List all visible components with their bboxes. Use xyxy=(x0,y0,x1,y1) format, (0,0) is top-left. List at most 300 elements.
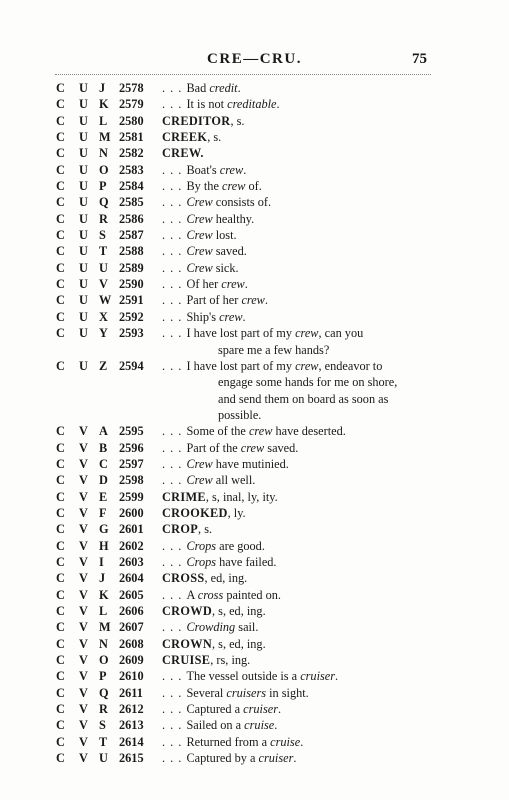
page-number: 75 xyxy=(412,51,427,67)
code-letter: U xyxy=(79,228,88,243)
code-entry xyxy=(0,570,509,586)
leader-dots: . . . xyxy=(162,669,187,684)
code-letter: C xyxy=(56,424,65,439)
keyword-italic: cruiser xyxy=(300,669,336,684)
code-letter: C xyxy=(56,309,65,324)
entry-text: Ship's xyxy=(186,309,220,324)
entry-text: have failed. xyxy=(216,554,277,569)
code-number: 2600 xyxy=(119,505,144,520)
entry-line xyxy=(162,570,442,586)
code-number: 2584 xyxy=(119,179,144,194)
entry-text: have deserted. xyxy=(272,424,346,439)
entry-text: Several xyxy=(186,685,227,700)
entry-text: The vessel outside is a xyxy=(186,669,301,684)
code-entry xyxy=(0,325,509,358)
code-number: 2595 xyxy=(119,424,144,439)
code-letter: C xyxy=(56,636,65,651)
entry-meaning xyxy=(162,554,442,570)
entry-line xyxy=(162,440,442,456)
code-entry xyxy=(0,701,509,717)
code-letter: U xyxy=(79,260,88,275)
entry-line xyxy=(162,652,442,668)
entry-text: engage some hands for me on shore, xyxy=(218,375,398,390)
code-entry xyxy=(0,734,509,750)
entry-text: , s, ed, ing. xyxy=(212,604,266,618)
code-number: 2610 xyxy=(119,669,144,684)
code-letter: V xyxy=(79,636,88,651)
keyword-italic: crew xyxy=(248,424,273,439)
page-header xyxy=(0,51,509,73)
code-letter: C xyxy=(56,734,65,749)
code-entry xyxy=(0,309,509,325)
keyword-italic: crew xyxy=(221,277,245,292)
code-letter: Q xyxy=(99,685,109,700)
code-letter: V xyxy=(79,620,88,635)
entry-line xyxy=(162,243,442,259)
entry-text: Returned from a xyxy=(186,734,271,749)
entry-line xyxy=(162,423,442,439)
leader-dots: . . . xyxy=(162,228,187,243)
entry-line xyxy=(162,145,442,161)
code-letter: P xyxy=(99,179,107,194)
entry-text: It is not xyxy=(186,97,228,112)
code-letter: C xyxy=(56,326,65,341)
entry-text: , s. xyxy=(207,130,222,145)
code-letter: V xyxy=(79,587,88,602)
code-letter: D xyxy=(99,473,108,488)
keyword-italic: crew xyxy=(295,326,319,341)
entry-line xyxy=(162,521,442,537)
code-entry xyxy=(0,717,509,733)
entry-meaning xyxy=(162,717,442,733)
code-entry xyxy=(0,750,509,766)
code-entry xyxy=(0,456,509,472)
leader-dots: . . . xyxy=(162,554,187,569)
code-letter: C xyxy=(56,620,65,635)
code-letter: V xyxy=(79,653,88,668)
code-letter: B xyxy=(99,440,108,455)
code-letter: E xyxy=(99,489,108,504)
code-number: 2604 xyxy=(119,571,144,586)
code-number: 2611 xyxy=(119,685,143,700)
leader-dots: . . . xyxy=(162,293,187,308)
entry-text: . xyxy=(276,97,280,112)
code-letter: I xyxy=(99,554,104,569)
code-letter: U xyxy=(79,81,88,95)
entry-meaning xyxy=(162,227,442,243)
code-letter: V xyxy=(79,554,88,569)
leader-dots: . . . xyxy=(162,620,187,635)
entry-text: saved. xyxy=(212,244,247,259)
code-letter: L xyxy=(99,604,108,618)
code-letter: O xyxy=(99,653,109,668)
entry-line xyxy=(162,472,442,488)
entry-text: , ed, ing. xyxy=(204,571,248,586)
entry-line xyxy=(162,717,442,733)
entry-meaning xyxy=(162,145,442,161)
code-letter: K xyxy=(99,587,109,602)
entry-line xyxy=(162,734,442,750)
leader-dots: . . . xyxy=(162,587,187,602)
entry-text: , s, inal, ly, ity. xyxy=(205,489,278,504)
entry-text: . xyxy=(244,277,248,292)
header-rule xyxy=(55,74,431,75)
head-word: CREEK xyxy=(162,130,208,145)
entry-meaning xyxy=(162,423,442,439)
code-number: 2578 xyxy=(119,81,144,95)
code-entry xyxy=(0,668,509,684)
code-number: 2579 xyxy=(119,97,144,112)
code-entry xyxy=(0,227,509,243)
signal-code-list xyxy=(0,80,509,766)
keyword-italic: creditable xyxy=(227,97,277,112)
keyword-italic: cruiser xyxy=(243,702,278,717)
entry-text: Some of the xyxy=(186,424,249,439)
code-letter: U xyxy=(99,260,108,275)
code-letter: U xyxy=(99,751,108,766)
code-entry xyxy=(0,603,509,619)
entry-meaning xyxy=(162,162,442,178)
code-letter: F xyxy=(99,505,107,520)
code-entry xyxy=(0,521,509,537)
code-number: 2609 xyxy=(119,653,144,668)
code-number: 2589 xyxy=(119,260,144,275)
code-letter: W xyxy=(99,293,112,308)
head-word: CROP xyxy=(162,522,199,537)
entry-meaning xyxy=(162,750,442,766)
entry-meaning xyxy=(162,472,442,488)
leader-dots: . . . xyxy=(162,538,187,553)
entry-text: of. xyxy=(245,179,262,194)
entry-meaning xyxy=(162,734,442,750)
entry-line xyxy=(162,554,442,570)
entry-meaning xyxy=(162,489,442,505)
keyword-italic: Crowding xyxy=(186,620,236,635)
code-number: 2615 xyxy=(119,751,144,766)
entry-text: . xyxy=(237,81,241,95)
entry-text: . xyxy=(300,734,304,749)
entry-text: and send them on board as soon as xyxy=(218,391,389,406)
code-entry xyxy=(0,276,509,292)
entry-text: Captured a xyxy=(186,702,244,717)
code-letter: U xyxy=(79,146,88,161)
code-number: 2614 xyxy=(119,734,144,749)
code-letter: C xyxy=(56,489,65,504)
entry-line xyxy=(162,701,442,717)
entry-text: Part of the xyxy=(186,440,241,455)
code-letter: U xyxy=(79,293,88,308)
code-number: 2607 xyxy=(119,620,144,635)
code-letter: C xyxy=(56,473,65,488)
keyword-italic: Crew xyxy=(186,244,213,259)
code-letter: C xyxy=(56,195,65,210)
entry-text: are good. xyxy=(216,538,265,553)
code-letter: V xyxy=(79,751,88,766)
keyword-italic: Crops xyxy=(186,554,217,569)
entry-line xyxy=(162,162,442,178)
code-entry xyxy=(0,129,509,145)
code-letter: C xyxy=(56,669,65,684)
entry-meaning xyxy=(162,636,442,652)
code-letter: C xyxy=(56,81,65,95)
code-letter: V xyxy=(99,277,108,292)
entry-meaning xyxy=(162,292,442,308)
code-letter: V xyxy=(79,424,88,439)
entry-line xyxy=(162,358,442,374)
code-letter: U xyxy=(79,179,88,194)
code-letter: G xyxy=(99,522,109,537)
head-word: CREDITOR xyxy=(162,113,231,128)
entry-line xyxy=(162,587,442,603)
entry-text: Captured by a xyxy=(186,751,259,766)
entry-line xyxy=(162,276,442,292)
code-entry xyxy=(0,472,509,488)
entry-meaning xyxy=(162,276,442,292)
entry-text: . xyxy=(277,702,282,717)
entry-line xyxy=(162,178,442,194)
code-letter: R xyxy=(99,702,108,717)
code-number: 2593 xyxy=(119,326,144,341)
code-letter: C xyxy=(56,146,65,161)
code-letter: V xyxy=(79,718,88,733)
code-letter: R xyxy=(99,211,108,226)
entry-continuation xyxy=(162,342,442,358)
code-entry xyxy=(0,211,509,227)
entry-text: . xyxy=(242,309,246,324)
keyword-italic: credit xyxy=(209,81,238,95)
code-letter: C xyxy=(56,653,65,668)
code-number: 2592 xyxy=(119,309,144,324)
code-letter: C xyxy=(56,113,65,128)
leader-dots: . . . xyxy=(162,718,187,733)
entry-text: . xyxy=(243,162,247,177)
code-letter: C xyxy=(56,130,65,145)
code-entry xyxy=(0,243,509,259)
code-letter: V xyxy=(79,505,88,520)
code-entry xyxy=(0,538,509,554)
leader-dots: . . . xyxy=(162,473,187,488)
code-letter: N xyxy=(99,636,108,651)
code-letter: C xyxy=(56,522,65,537)
entry-text: , endeavor to xyxy=(318,358,383,373)
entry-line xyxy=(162,636,442,652)
code-letter: U xyxy=(79,358,88,373)
code-number: 2590 xyxy=(119,277,144,292)
entry-line xyxy=(162,260,442,276)
keyword-italic: cruise xyxy=(270,734,301,749)
code-letter: C xyxy=(56,293,65,308)
code-letter: V xyxy=(79,456,88,471)
code-letter: C xyxy=(56,685,65,700)
entry-text: in sight. xyxy=(266,685,309,700)
entry-text: . xyxy=(335,669,339,684)
code-letter: J xyxy=(99,81,106,95)
keyword-italic: Crew xyxy=(186,473,213,488)
entry-text: Boat's xyxy=(186,162,220,177)
entry-text: By the xyxy=(186,179,222,194)
leader-dots: . . . xyxy=(162,260,187,275)
entry-meaning xyxy=(162,80,442,96)
entry-text: , rs, ing. xyxy=(210,653,251,668)
code-number: 2597 xyxy=(119,456,144,471)
head-word: CROWD xyxy=(162,604,213,618)
keyword-italic: crew xyxy=(219,162,244,177)
head-word: CRIME xyxy=(162,489,206,504)
code-number: 2596 xyxy=(119,440,144,455)
keyword-italic: crew xyxy=(295,358,319,373)
entry-meaning xyxy=(162,685,442,701)
leader-dots: . . . xyxy=(162,734,187,749)
entry-meaning xyxy=(162,113,442,129)
entry-line xyxy=(162,619,442,635)
code-letter: S xyxy=(99,718,106,733)
code-number: 2599 xyxy=(119,489,144,504)
keyword-italic: Crew xyxy=(186,456,213,471)
leader-dots: . . . xyxy=(162,277,187,292)
code-number: 2601 xyxy=(119,522,144,537)
entry-text: all well. xyxy=(212,473,256,488)
code-letter: U xyxy=(79,195,88,210)
code-entry xyxy=(0,80,509,96)
code-number: 2582 xyxy=(119,146,144,161)
code-number: 2603 xyxy=(119,554,144,569)
entry-meaning xyxy=(162,325,442,358)
code-letter: Y xyxy=(99,326,108,341)
entry-meaning xyxy=(162,701,442,717)
code-letter: K xyxy=(99,97,109,112)
keyword-italic: crew xyxy=(221,179,246,194)
entry-text: , s. xyxy=(198,522,213,537)
keyword-italic: Crew xyxy=(186,228,213,243)
code-entry xyxy=(0,587,509,603)
head-word: CROOKED xyxy=(162,505,228,520)
entry-text: I have lost part of my xyxy=(186,358,296,373)
code-number: 2606 xyxy=(119,604,144,618)
code-number: 2580 xyxy=(119,113,144,128)
code-entry xyxy=(0,652,509,668)
keyword-italic: Crops xyxy=(186,538,217,553)
code-entry xyxy=(0,113,509,129)
code-letter: C xyxy=(56,211,65,226)
code-letter: C xyxy=(56,260,65,275)
code-letter: C xyxy=(56,604,65,618)
entry-meaning xyxy=(162,96,442,112)
entry-meaning xyxy=(162,309,442,325)
entry-text: have mutinied. xyxy=(212,456,289,471)
code-entry xyxy=(0,554,509,570)
code-letter: C xyxy=(56,244,65,259)
code-entry xyxy=(0,96,509,112)
code-entry xyxy=(0,489,509,505)
code-letter: P xyxy=(99,669,107,684)
code-letter: C xyxy=(56,179,65,194)
entry-line xyxy=(162,505,442,521)
entry-line xyxy=(162,227,442,243)
leader-dots: . . . xyxy=(162,195,187,210)
entry-text: spare me a few hands? xyxy=(218,342,330,357)
code-letter: U xyxy=(79,277,88,292)
entry-meaning xyxy=(162,456,442,472)
code-number: 2613 xyxy=(119,718,144,733)
code-letter: V xyxy=(79,571,88,586)
entry-text: . xyxy=(274,718,278,733)
code-letter: V xyxy=(79,734,88,749)
code-letter: Z xyxy=(99,358,108,373)
entry-line xyxy=(162,750,442,766)
code-entry xyxy=(0,145,509,161)
code-letter: V xyxy=(79,702,88,717)
entry-text: Part of her xyxy=(186,293,242,308)
entry-meaning xyxy=(162,570,442,586)
code-letter: C xyxy=(56,97,65,112)
code-letter: M xyxy=(99,620,111,635)
entry-text: , ly. xyxy=(227,505,246,520)
code-letter: C xyxy=(56,751,65,766)
entry-text: , s, ed, ing. xyxy=(212,636,266,651)
code-entry xyxy=(0,505,509,521)
entry-line xyxy=(162,325,442,341)
code-entry xyxy=(0,440,509,456)
leader-dots: . . . xyxy=(162,162,187,177)
code-entry xyxy=(0,178,509,194)
code-letter: X xyxy=(99,309,108,324)
code-number: 2588 xyxy=(119,244,144,259)
entry-text: I have lost part of my xyxy=(186,326,296,341)
entry-text: lost. xyxy=(212,228,237,243)
entry-meaning xyxy=(162,358,442,423)
entry-text: painted on. xyxy=(223,587,281,602)
entry-text: , s. xyxy=(230,113,245,128)
entry-continuation xyxy=(162,407,442,423)
code-letter: V xyxy=(79,440,88,455)
code-entry xyxy=(0,194,509,210)
entry-meaning xyxy=(162,211,442,227)
keyword-italic: crew xyxy=(241,293,265,308)
entry-meaning xyxy=(162,260,442,276)
entry-line xyxy=(162,96,442,112)
code-letter: V xyxy=(79,669,88,684)
entry-text: sail. xyxy=(235,620,259,635)
code-letter: O xyxy=(99,162,109,177)
entry-text: saved. xyxy=(264,440,299,455)
code-number: 2598 xyxy=(119,473,144,488)
keyword-italic: crew xyxy=(219,309,243,324)
leader-dots: . . . xyxy=(162,244,187,259)
entry-text: , can you xyxy=(318,326,364,341)
entry-meaning xyxy=(162,619,442,635)
entry-text: healthy. xyxy=(212,211,255,226)
code-letter: L xyxy=(99,113,108,128)
keyword-italic: cruisers xyxy=(226,685,267,700)
entry-text: consists of. xyxy=(212,195,272,210)
leader-dots: . . . xyxy=(162,97,187,112)
entry-line xyxy=(162,194,442,210)
code-letter: C xyxy=(56,440,65,455)
code-letter: C xyxy=(56,554,65,569)
entry-meaning xyxy=(162,668,442,684)
code-letter: U xyxy=(79,113,88,128)
code-entry xyxy=(0,423,509,439)
entry-line xyxy=(162,685,442,701)
leader-dots: . . . xyxy=(162,424,187,439)
entry-continuation xyxy=(162,374,442,390)
code-letter: C xyxy=(56,505,65,520)
code-number: 2608 xyxy=(119,636,144,651)
code-letter: C xyxy=(99,456,108,471)
code-entry xyxy=(0,260,509,276)
code-entry xyxy=(0,358,509,423)
head-word: CRUISE xyxy=(162,653,211,668)
